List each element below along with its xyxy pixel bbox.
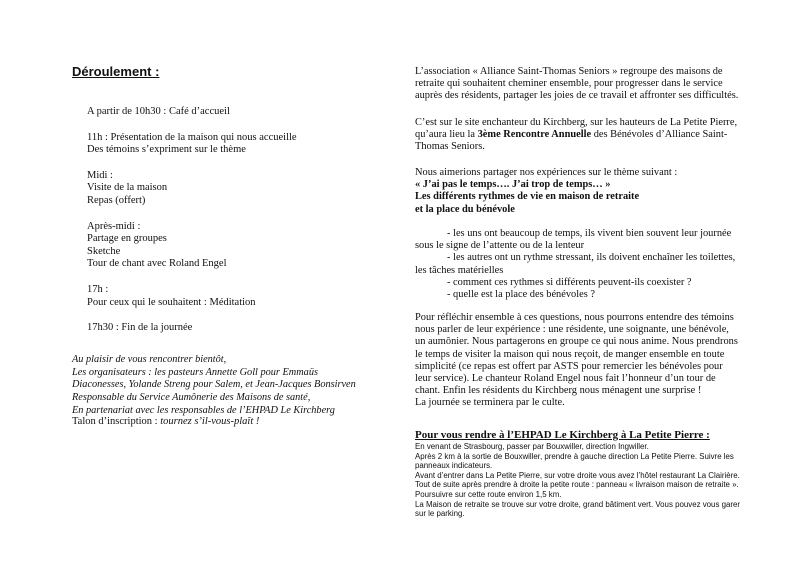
invite-line: Diaconesses, Yolande Streng pour Salem, et Jean-Jacques Bonsirven xyxy=(72,379,356,391)
paragraph-line: La journée se terminera par le culte. xyxy=(415,397,565,409)
invite-line: Responsable du Service Aumônerie des Maisons de santé, xyxy=(72,392,311,404)
event-name: 3ème Rencontre Annuelle xyxy=(477,129,592,141)
directions-line: Après 2 km à la sortie de Bouxwiller, prendre à gauche direction La Petite Pierre. Suivre les xyxy=(415,451,734,461)
paragraph-line: un aumônier. Nous partagerons en groupe ce qui nous anime. Nous prendrons xyxy=(415,336,738,348)
theme-questions-list xyxy=(415,228,765,301)
list-item: - quelle est la place des bénévoles ? xyxy=(447,289,596,301)
schedule-line: Pour ceux qui le souhaitent : Méditation xyxy=(87,296,256,308)
schedule-line: Après-midi : xyxy=(87,220,141,232)
day-description-paragraph xyxy=(415,312,765,410)
invitation-signature xyxy=(72,354,392,418)
schedule-line: 11h : Présentation de la maison qui nous accueille xyxy=(87,131,297,143)
schedule-line: A partir de 10h30 : Café d’accueil xyxy=(87,106,230,117)
program-heading: Déroulement : xyxy=(72,64,160,79)
program-schedule xyxy=(87,106,387,348)
schedule-welcome xyxy=(87,106,387,119)
text-run: qu’aura lieu la xyxy=(415,129,478,141)
schedule-line: 17h30 : Fin de la journée xyxy=(87,322,193,334)
schedule-17h30 xyxy=(87,322,387,335)
list-item-continuation: sous le signe de l’attente ou de la lenteur xyxy=(415,240,585,252)
directions-line: panneaux indicateurs. xyxy=(415,461,493,471)
schedule-line: Visite de la maison xyxy=(87,182,168,194)
schedule-midi xyxy=(87,170,387,208)
event-location-paragraph xyxy=(415,117,765,154)
invite-line: Au plaisir de vous rencontrer bientôt, xyxy=(72,354,227,365)
schedule-line: Partage en groupes xyxy=(87,233,167,245)
paragraph-line: leur service). Le chanteur Roland Engel nous fait l’honneur d’un tour de xyxy=(415,373,716,385)
invite-line: En partenariat avec les responsables de l’EHPAD Le Kirchberg xyxy=(72,404,335,416)
paragraph-line: nous parler de leur expérience : une résidente, une soignante, une bénévole, xyxy=(415,324,729,336)
theme-title: « J’ai pas le temps…. J’ai trop de temps… » xyxy=(415,179,611,191)
association-intro xyxy=(415,66,765,103)
paragraph-line: Nous aimerions partager nos expériences sur le thème suivant : xyxy=(415,167,678,178)
schedule-11h xyxy=(87,132,387,157)
paragraph-line xyxy=(415,129,765,141)
directions-line: Avant d’entrer dans La Petite Pierre, sur votre droite vous avez l’hôtel restaurant La Clairière. xyxy=(415,470,740,480)
paragraph-line: auprès des résidents, partager les joies de ce travail et affronter ses difficultés. xyxy=(415,90,739,102)
directions-line: sur le parking. xyxy=(415,509,465,519)
invite-line: Les organisateurs : les pasteurs Annette Goll pour Emmaüs xyxy=(72,366,318,378)
directions-text xyxy=(415,442,775,519)
paragraph-line: Pour réfléchir ensemble à ces questions, nous pourrons entendre des témoins xyxy=(415,312,734,323)
list-item: - comment ces rythmes si différents peuvent-ils coexister ? xyxy=(447,276,692,288)
paragraph-line: C’est sur le site enchanteur du Kirchberg, sur les hauteurs de La Petite Pierre, xyxy=(415,117,738,128)
theme-subtitle: et la place du bénévole xyxy=(415,203,515,215)
schedule-17h xyxy=(87,284,387,309)
schedule-line: Repas (offert) xyxy=(87,194,146,206)
talon-label: Talon d’inscription : xyxy=(72,416,161,427)
directions-line: La Maison de retraite se trouve sur votre droite, grand bâtiment vert. Vous pouvez vous garer xyxy=(415,499,741,509)
paragraph-line: chant. Enfin les résidents du Kirchberg nous ménagent une surprise ! xyxy=(415,385,702,397)
schedule-line: Sketche xyxy=(87,245,121,257)
schedule-line: Des témoins s’expriment sur le thème xyxy=(87,144,246,156)
talon-instruction: tournez s’il-vous-plaît ! xyxy=(160,416,260,427)
list-item: - les uns ont beaucoup de temps, ils vivent bien souvent leur journée xyxy=(447,228,732,239)
paragraph-line: le temps de visiter la maison qui nous reçoit, de manger ensemble en toute xyxy=(415,348,725,360)
registration-note xyxy=(72,416,259,427)
theme-paragraph xyxy=(415,167,765,216)
list-item: - les autres ont un rythme stressant, ils doivent enchaîner les toilettes, xyxy=(447,252,736,264)
paragraph-line: retraite qui souhaitent cheminer ensemble, pour progresser dans le service xyxy=(415,78,723,90)
theme-subtitle: Les différents rythmes de vie en maison de retraite xyxy=(415,191,640,203)
directions-heading: Pour vous rendre à l’EHPAD Le Kirchberg à La Petite Pierre : xyxy=(415,429,710,441)
schedule-apres-midi xyxy=(87,221,387,271)
paragraph-line: Thomas Seniors. xyxy=(415,141,485,153)
schedule-line: Tour de chant avec Roland Engel xyxy=(87,258,227,270)
schedule-line: Midi : xyxy=(87,169,113,181)
list-item-continuation: les tâches matérielles xyxy=(415,264,504,276)
directions-line: Tout de suite après prendre à droite la petite route : panneau « livraison maison de retraite ». xyxy=(415,480,739,490)
schedule-line: 17h : xyxy=(87,283,109,295)
text-run: des Bénévoles d’Alliance Saint- xyxy=(591,129,728,141)
directions-line: En venant de Strasbourg, passer par Bouxwiller, direction Ingwiller. xyxy=(415,442,649,451)
paragraph-line: simplicité (ce repas est offert par ASTS pour remercier les bénévoles pour xyxy=(415,360,723,372)
directions-line: Poursuivre sur cette route environ 1,5 km. xyxy=(415,489,562,499)
paragraph-line: L’association « Alliance Saint-Thomas Seniors » regroupe des maisons de xyxy=(415,66,723,77)
